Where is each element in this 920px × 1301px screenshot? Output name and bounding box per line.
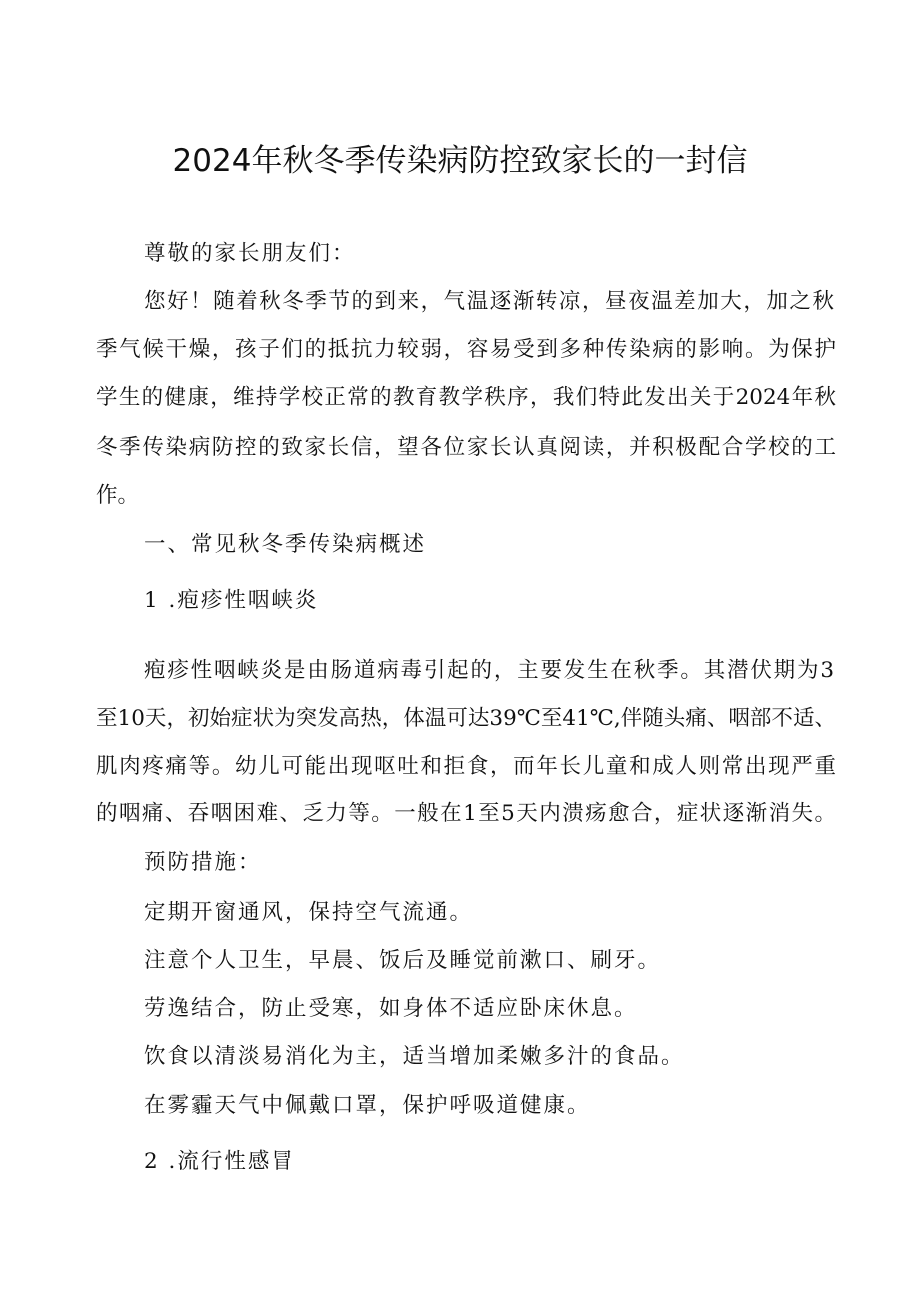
prevention-item: 定期开窗通风，保持空气流通。: [144, 900, 474, 925]
prevention-heading: 预防措施：: [144, 850, 262, 875]
prevention-item: 劳逸结合，防止受寒，如身体不适应卧床休息。: [144, 996, 638, 1021]
section-heading-1: 一、常见秋冬季传染病概述: [144, 532, 427, 557]
item-heading-2: 2 .流行性感冒: [144, 1149, 295, 1174]
intro-line-3: 学生的健康，维持学校正常的教育教学秩序，我们特此发出关于2024年秋: [96, 385, 836, 410]
item1-line-2: 至10天，初始症状为突发高热，体温可达39℃至41℃,伴随头痛、咽部不适、: [96, 706, 836, 731]
prevention-item: 在雾霾天气中佩戴口罩，保护呼吸道健康。: [144, 1093, 591, 1118]
document-title: 2024年秋冬季传染病防控致家长的一封信: [172, 143, 748, 179]
item1-line-1: 疱疹性咽峡炎是由肠道病毒引起的，主要发生在秋季。其潜伏期为3: [144, 658, 834, 683]
prevention-item: 注意个人卫生，早晨、饭后及睡觉前漱口、刷牙。: [144, 948, 662, 973]
item1-line-3: 肌肉疼痛等。幼儿可能出现呕吐和拒食，而年长儿童和成人则常出现严重: [96, 754, 836, 779]
intro-line-2: 季气候干燥，孩子们的抵抗力较弱，容易受到多种传染病的影响。为保护: [96, 337, 836, 362]
item1-line-4: 的咽痛、吞咽困难、乏力等。一般在1至5天内溃疡愈合，症状逐渐消失。: [96, 801, 836, 826]
prevention-item: 饮食以清淡易消化为主，适当增加柔嫩多汁的食品。: [144, 1044, 685, 1069]
intro-line-4: 冬季传染病防控的致家长信，望各位家长认真阅读，并积极配合学校的工: [96, 435, 836, 460]
intro-line-1: 您好！随着秋冬季节的到来，气温逐渐转凉，昼夜温差加大，加之秋: [144, 289, 834, 314]
salutation: 尊敬的家长朋友们：: [144, 241, 356, 266]
intro-line-5: 作。: [96, 483, 140, 508]
item-heading-1: 1 .疱疹性咽峡炎: [144, 588, 319, 613]
